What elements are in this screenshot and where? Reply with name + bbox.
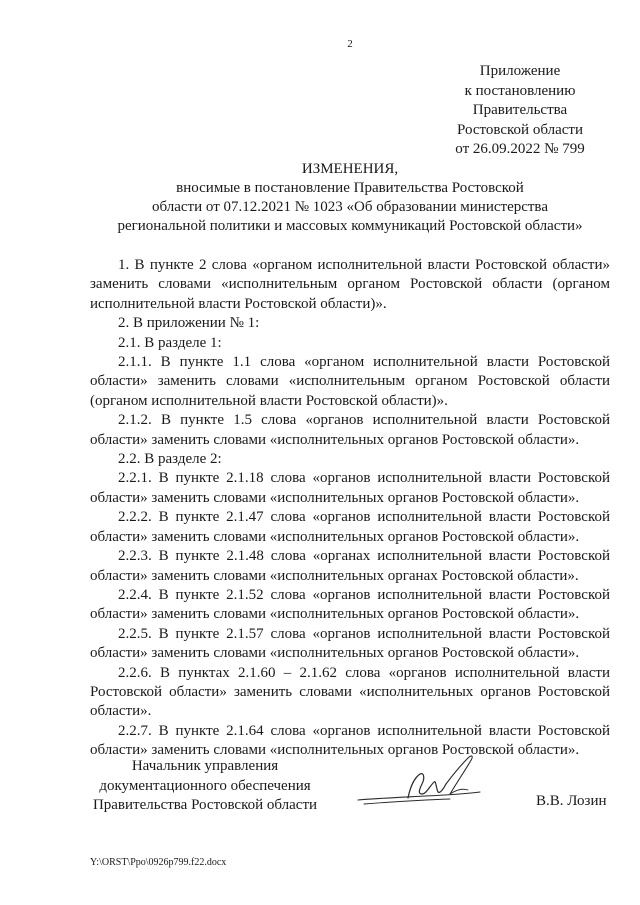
paragraph-2-2-6: 2.2.6. В пунктах 2.1.60 – 2.1.62 слова «органов исполнительной власти Ростовской области» заменить словами «исполнительных органов Ростовской области». — [90, 664, 610, 720]
paragraph-2: 2. В приложении № 1: — [118, 315, 260, 332]
appendix-line: Правительства — [472, 102, 568, 118]
appendix-line: к постановлению — [464, 82, 576, 99]
paragraph-2-2: 2.2. В разделе 2: — [118, 451, 222, 468]
paragraph-2-2-5: 2.2.5. В пункте 2.1.57 слова «органов исполнительной власти Ростовской области» заменить словами «исполнительных органов Ростовской области». — [90, 625, 610, 662]
paragraph-2-2-4: 2.2.4. В пункте 2.1.52 слова «органов исполнительной власти Ростовской области» заменить словами «исполнительных органов Ростовской области». — [90, 586, 610, 623]
heading-line: области от 07.12.2021 № 1023 «Об образовании министерства — [152, 199, 548, 215]
position-line: Правительства Ростовской области — [92, 797, 318, 813]
heading-line: вносимые в постановление Правительства Ростовской — [176, 180, 524, 196]
document-title: ИЗМЕНЕНИЯ, — [301, 161, 399, 177]
position-line: документационного обеспечения — [99, 777, 311, 794]
signature-position — [85, 757, 325, 816]
position-line: Начальник управления — [131, 758, 279, 774]
paragraph-2-1: 2.1. В разделе 1: — [118, 334, 222, 351]
document-heading — [80, 160, 620, 236]
paragraph-2-2-1: 2.2.1. В пункте 2.1.18 слова «органов исполнительной власти Ростовской области» заменить словами «исполнительных органов Ростовской области». — [90, 470, 610, 506]
paragraph-2-2-7: 2.2.7. В пункте 2.1.64 слова «органов исполнительной власти Ростовской области» заменить словами «исполнительных органов Ростовской области». — [90, 722, 610, 759]
page-number: 2 — [347, 38, 353, 50]
heading-line: региональной политики и массовых коммуникаций Ростовской области» — [117, 218, 583, 234]
paragraph-2-2-2: 2.2.2. В пункте 2.1.47 слова «органов исполнительной власти Ростовской области» заменить словами «исполнительных органов Ростовской области». — [90, 509, 610, 545]
paragraph-2-2-3: 2.2.3. В пункте 2.1.48 слова «органах исполнительной власти Ростовской области» заменить словами «исполнительных органах Ростовской области». — [90, 548, 610, 584]
appendix-block — [440, 62, 600, 160]
appendix-line: Приложение — [479, 63, 561, 79]
signer-name: В.В. Лозин — [536, 793, 607, 809]
paragraph-1: 1. В пункте 2 слова «органом исполнительной власти Ростовской области» заменить словами «исполнительным органом Ростовской области (органом исполнительной власти Ростовской области)». — [90, 257, 610, 312]
document-body — [90, 256, 610, 761]
appendix-line: от 26.09.2022 № 799 — [455, 141, 585, 157]
paragraph-2-1-1: 2.1.1. В пункте 1.1 слова «органом исполнительной власти Ростовской области» заменить словами «исполнительным органом Ростовской области (органом исполнительной власти Ростовской области)». — [90, 354, 610, 409]
handwritten-signature — [350, 748, 500, 812]
appendix-line: Ростовской области — [457, 121, 583, 138]
file-path: Y:\ORST\Ppo\0926p799.f22.docx — [90, 857, 227, 868]
paragraph-2-1-2: 2.1.2. В пункте 1.5 слова «органов исполнительной власти Ростовской области» заменить словами «исполнительных органов Ростовской области». — [90, 412, 610, 448]
